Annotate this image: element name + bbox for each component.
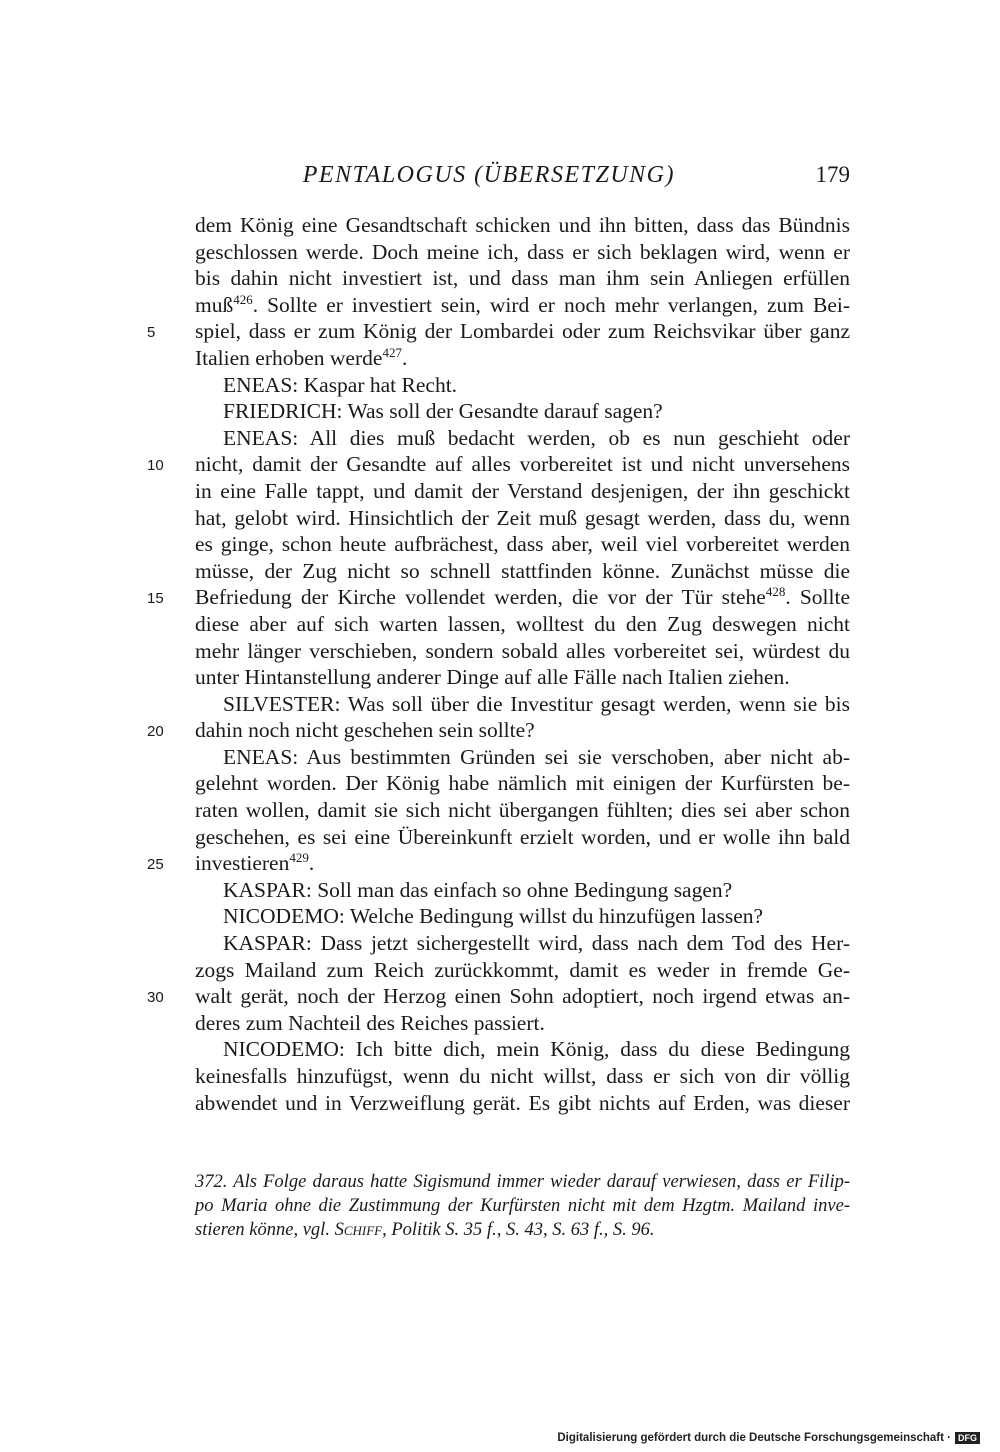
footnote: [195, 1170, 850, 1242]
line-number: 20: [147, 723, 164, 741]
text-line: [147, 983, 850, 1010]
text-line: [195, 664, 850, 691]
line-text: abwendet und in Verzweiflung gerät. Es gibt nichts auf Erden, was dieser: [195, 1090, 850, 1115]
line-text: unter Hintanstellung anderer Dinge auf alle Fälle nach Italien ziehen.: [195, 665, 790, 690]
line-text: NICODEMO: Ich bitte dich, mein König, dass du diese Bedingung: [223, 1037, 850, 1062]
text-line: [195, 212, 850, 239]
text-line: [195, 797, 850, 824]
footnote-ref[interactable]: 429: [289, 850, 309, 866]
dfg-logo: DFG: [955, 1432, 980, 1444]
line-text: geschehen, es sei eine Übereinkunft erzielt worden, und er wolle ihn bald: [195, 824, 850, 849]
line-text: gelehnt worden. Der König habe nämlich mit einigen der Kurfürsten be-: [195, 771, 850, 796]
text-line: [195, 1010, 850, 1037]
running-header: [195, 162, 850, 196]
text-line: [195, 398, 850, 425]
footnote-ref[interactable]: 428: [765, 584, 786, 600]
text-line: [195, 1063, 850, 1090]
text-line: [195, 372, 850, 399]
text-line: [195, 611, 850, 638]
line-text: .: [401, 345, 408, 370]
line-text: NICODEMO: Welche Bedingung willst du hinzufügen lassen?: [223, 904, 764, 929]
line-text: walt gerät, noch der Herzog einen Sohn adoptiert, noch irgend etwas an-: [195, 984, 850, 1009]
text-line: [195, 345, 850, 372]
line-text: ENEAS: All dies muß bedacht werden, ob es nun geschieht oder: [223, 425, 850, 450]
text-line: [195, 877, 850, 904]
line-text: mehr länger verschieben, sondern sobald alles vorbereitet sei, würdest du: [195, 638, 850, 663]
text-line: [147, 584, 850, 611]
line-text: es ginge, schon heute aufbrächest, dass aber, weil viel vorbereitet werden: [195, 532, 850, 557]
text-line: [195, 478, 850, 505]
line-text: in eine Falle tappt, und damit der Verstand desjenigen, der ihn geschickt: [195, 478, 850, 503]
line-text: spiel, dass er zum König der Lombardei oder zum Reichsvikar über ganz: [195, 319, 850, 344]
text-line: [195, 239, 850, 266]
body-text: [147, 212, 850, 1116]
line-text: raten wollen, damit sie sich nicht übergangen fühlten; dies sei aber schon: [195, 798, 850, 823]
line-text: muß: [195, 292, 234, 317]
text-line: [195, 265, 850, 292]
line-text: dem König eine Gesandtschaft schicken und ihn bitten, dass das Bündnis: [195, 213, 850, 237]
text-line: [147, 850, 850, 877]
footnote-text: , Politik S. 35 f., S. 43, S. 63 f., S. 96.: [382, 1220, 655, 1240]
text-line: [195, 1036, 850, 1063]
page-number: 179: [815, 162, 850, 187]
line-text: . Sollte er investiert sein, wird er noch mehr verlangen, zum Bei-: [252, 292, 850, 317]
text-line: [195, 292, 850, 319]
footnote-ref[interactable]: 426: [233, 291, 253, 307]
footnote-author: Schiff: [334, 1220, 383, 1240]
text-line: [195, 824, 850, 851]
footnote-line: 372. Als Folge daraus hatte Sigismund immer wieder darauf verwiesen, dass er Filip-: [195, 1172, 850, 1192]
line-number: 30: [147, 989, 164, 1007]
line-text: Befriedung der Kirche vollendet werden, die vor der Tür stehe: [195, 585, 766, 610]
text-line: [195, 425, 850, 452]
text-line: [195, 531, 850, 558]
line-text: SILVESTER: Was soll über die Investitur gesagt werden, wenn sie bis: [223, 691, 850, 716]
text-line: [195, 558, 850, 585]
footnote-line: po Maria ohne die Zustimmung der Kurfürsten nicht mit dem Hzgtm. Mailand inve-: [195, 1196, 850, 1216]
text-line: [147, 318, 850, 345]
line-text: zogs Mailand zum Reich zurückkommt, damit es weder in fremde Ge-: [195, 957, 850, 982]
footnote-text: stieren könne, vgl.: [195, 1220, 335, 1240]
text-line: [195, 505, 850, 532]
line-text: FRIEDRICH: Was soll der Gesandte darauf sagen?: [223, 399, 663, 424]
line-text: . Sollte: [785, 585, 850, 610]
line-text: geschlossen werde. Doch meine ich, dass er sich beklagen wird, wenn er: [195, 239, 850, 264]
line-text: diese aber auf sich warten lassen, wolltest du den Zug deswegen nicht: [195, 611, 850, 636]
text-line: [195, 957, 850, 984]
line-text: .: [308, 851, 315, 876]
text-line: [195, 1090, 850, 1117]
line-number: 5: [147, 324, 156, 342]
text-line: [195, 638, 850, 665]
line-text: investieren: [195, 851, 290, 876]
line-number: 25: [147, 856, 164, 874]
line-text: hat, gelobt wird. Hinsichtlich der Zeit muß gesagt werden, dass du, wenn: [195, 505, 850, 530]
text-line: [195, 770, 850, 797]
line-text: KASPAR: Soll man das einfach so ohne Bedingung sagen?: [223, 877, 733, 902]
footnote-ref[interactable]: 427: [382, 344, 402, 360]
line-text: nicht, damit der Gesandte auf alles vorbereitet ist und nicht unversehens: [195, 452, 850, 477]
line-number: 10: [147, 457, 164, 475]
line-text: dahin noch nicht geschehen sein sollte?: [195, 718, 535, 743]
text-line: [195, 903, 850, 930]
text-line: [195, 691, 850, 718]
line-text: ENEAS: Kaspar hat Recht.: [223, 372, 458, 397]
line-text: keinesfalls hinzufügst, wenn du nicht willst, dass er sich von dir völlig: [195, 1064, 850, 1088]
credit-text: Digitalisierung gefördert durch die Deutsche Forschungsgemeinschaft ·: [557, 1432, 951, 1444]
line-text: ENEAS: Aus bestimmten Gründen sei sie verschoben, aber nicht ab-: [223, 744, 850, 769]
running-title: PENTALOGUS (ÜBERSETZUNG): [302, 162, 675, 188]
line-text: deres zum Nachteil des Reiches passiert.: [195, 1010, 545, 1035]
text-line: [147, 717, 850, 744]
footnote-line: [195, 1218, 850, 1242]
line-text: müsse, der Zug nicht so schnell stattfinden könne. Zunächst müsse die: [195, 558, 850, 583]
text-line: [147, 451, 850, 478]
digitization-credit: [557, 1432, 980, 1444]
line-text: KASPAR: Dass jetzt sichergestellt wird, dass nach dem Tod des Her-: [223, 931, 850, 956]
line-text: Italien erhoben werde: [195, 345, 383, 370]
line-number: 15: [147, 590, 164, 608]
text-line: [195, 930, 850, 957]
text-line: [195, 744, 850, 771]
line-text: bis dahin nicht investiert ist, und dass man ihm sein Anliegen erfüllen: [195, 266, 850, 291]
